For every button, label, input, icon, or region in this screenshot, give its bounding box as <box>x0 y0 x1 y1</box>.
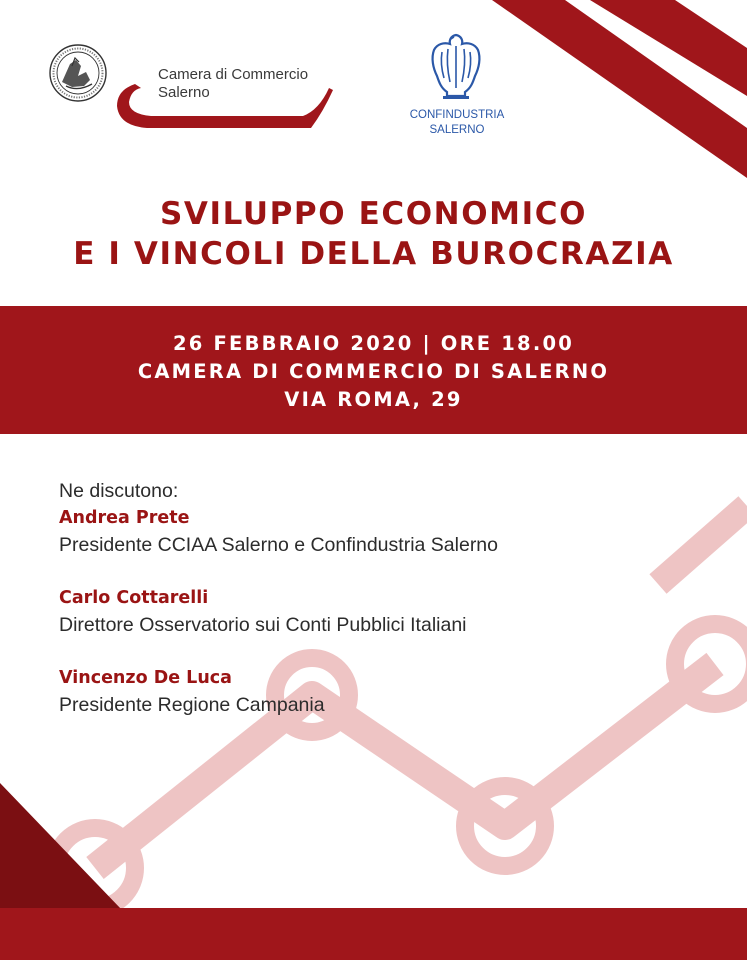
confindustria-logo-line2: SALERNO <box>429 124 485 136</box>
event-date-time: 26 FEBBRAIO 2020 | ORE 18.00 <box>173 332 574 355</box>
camera-logo-line1: Camera di Commercio <box>158 66 309 83</box>
event-address: VIA ROMA, 29 <box>284 388 463 411</box>
title-line-2: E I VINCOLI DELLA BUROCRAZIA <box>73 236 674 272</box>
title-line-1: SVILUPPO ECONOMICO <box>159 196 588 232</box>
camera-di-commercio-logo <box>115 60 340 132</box>
eagle-icon <box>425 32 487 104</box>
speaker-role: Direttore Osservatorio sui Conti Pubblici Italiani <box>59 614 467 636</box>
event-info <box>0 330 747 414</box>
seal-logo <box>48 42 108 104</box>
speakers-section <box>59 478 709 719</box>
bottom-band <box>0 908 747 960</box>
camera-logo-line2: Salerno <box>158 84 210 101</box>
event-title <box>0 194 747 274</box>
event-venue: CAMERA DI COMMERCIO DI SALERNO <box>137 360 610 383</box>
speaker-item <box>59 665 709 719</box>
speaker-item <box>59 505 709 559</box>
speaker-item <box>59 585 709 639</box>
speakers-intro: Ne discutono: <box>59 480 179 502</box>
speaker-name: Andrea Prete <box>59 508 190 528</box>
event-info-band <box>0 306 747 434</box>
confindustria-logo <box>405 32 517 142</box>
confindustria-logo-line1: CONFINDUSTRIA <box>409 109 505 121</box>
speaker-name: Carlo Cottarelli <box>59 588 209 608</box>
speaker-name: Vincenzo De Luca <box>59 668 232 688</box>
speaker-role: Presidente Regione Campania <box>59 694 325 716</box>
speaker-role: Presidente CCIAA Salerno e Confindustria Salerno <box>59 534 498 556</box>
